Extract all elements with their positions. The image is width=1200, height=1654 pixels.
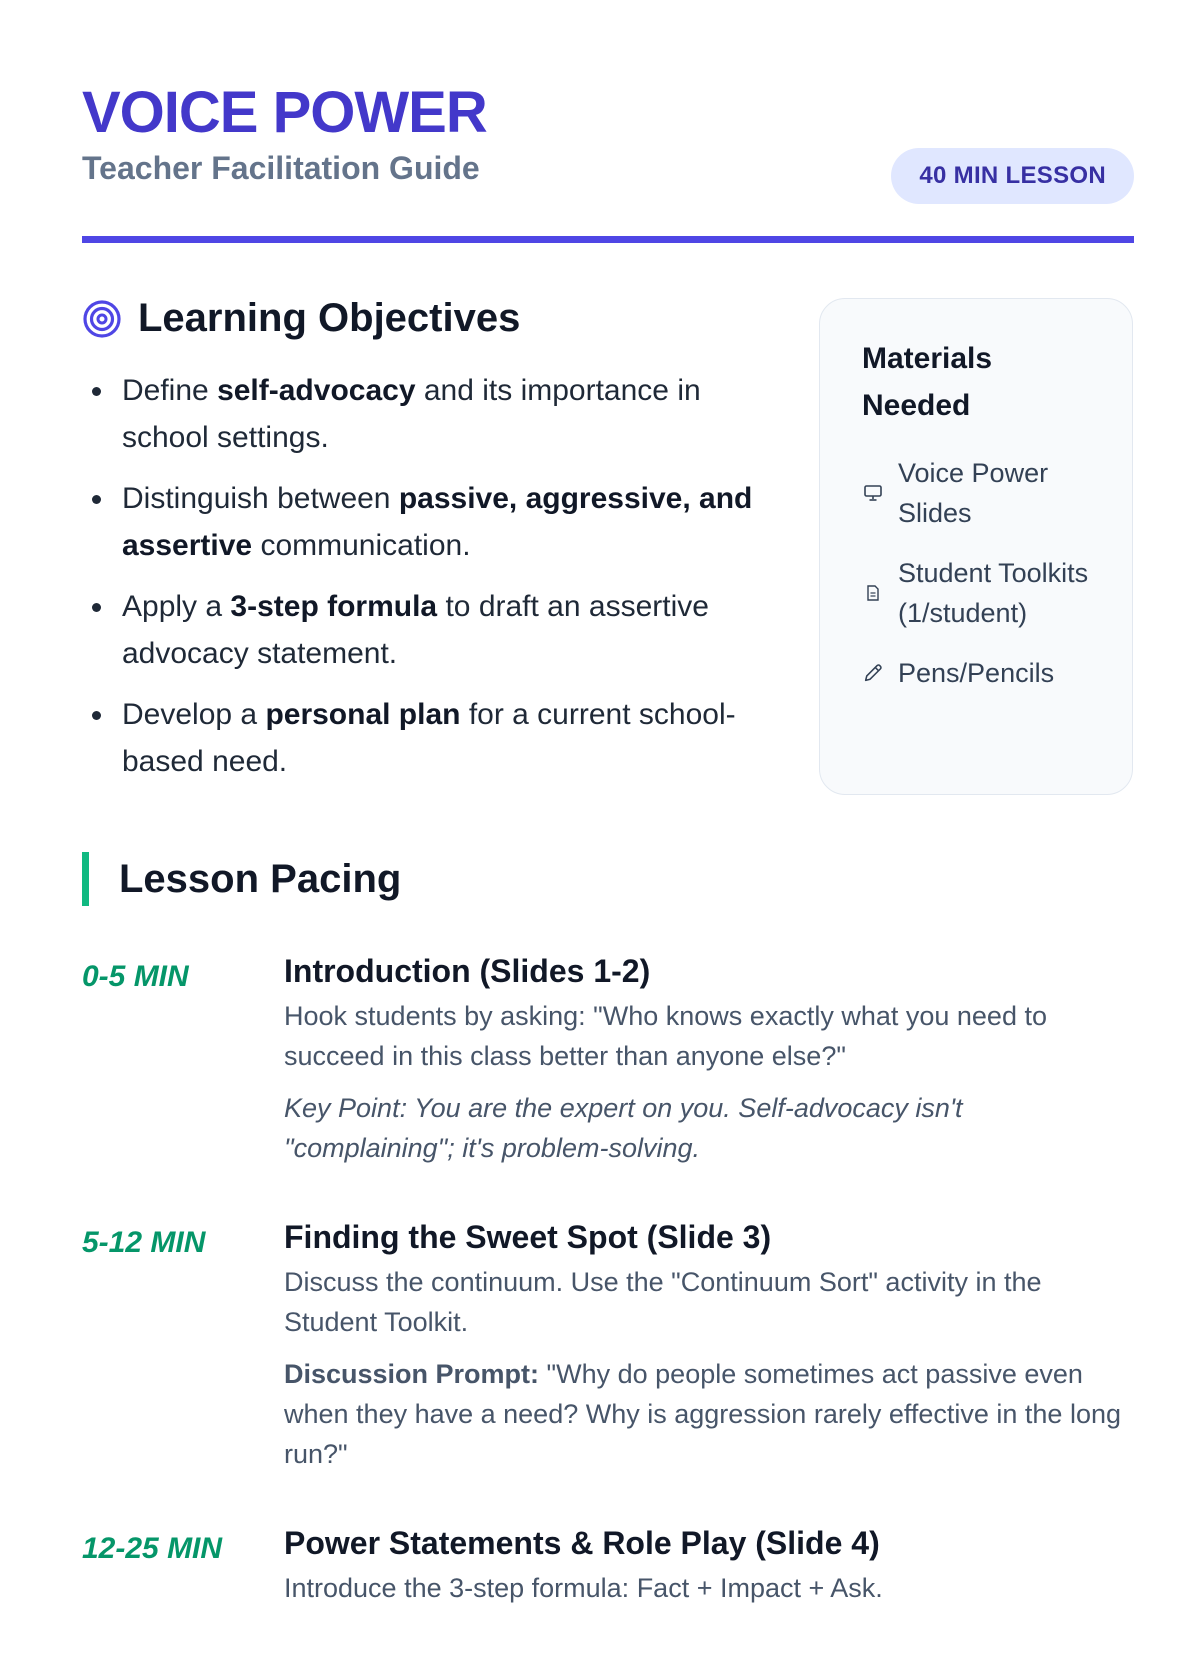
lesson-pacing-title: Lesson Pacing: [119, 856, 402, 901]
step-description: Introduce the 3-step formula: Fact + Impact + Ask.: [284, 1573, 883, 1603]
objectives-list: [82, 367, 782, 785]
header-divider: [82, 236, 1134, 243]
step-body: [284, 948, 1134, 1168]
material-item: [862, 553, 1102, 633]
document-icon: [862, 582, 884, 604]
step-body: [284, 1520, 1134, 1608]
page-title: VOICE POWER: [82, 80, 487, 145]
step-description: Hook students by asking: "Who knows exactly what you need to succeed in this class better than anyone else?": [284, 1001, 1047, 1071]
materials-title: Materials Needed: [862, 342, 993, 422]
materials-card: [819, 298, 1133, 795]
pacing-step: [82, 948, 1134, 1168]
step-time: 12-25 MIN: [82, 1532, 223, 1565]
material-item: [862, 653, 1102, 693]
target-icon: [82, 299, 122, 339]
objectives-heading: [82, 296, 782, 341]
objective-item: Distinguish between passive, aggressive, and assertive communication.: [82, 475, 782, 569]
prompt-label: Discussion Prompt:: [284, 1359, 540, 1389]
pencil-icon: [862, 662, 884, 684]
step-body: [284, 1214, 1134, 1474]
step-title: Finding the Sweet Spot (Slide 3): [284, 1219, 772, 1255]
page-header: [82, 78, 1134, 188]
lesson-pacing-heading: [82, 852, 401, 906]
materials-list: [862, 453, 1102, 693]
material-label: Pens/Pencils: [898, 658, 1055, 688]
prompt-text: "Why do people sometimes act passive even when they have a need? Why is aggression rarely effective in the long run?": [284, 1359, 1121, 1469]
step-title: Power Statements & Role Play (Slide 4): [284, 1525, 880, 1561]
material-label: Voice Power Slides: [898, 458, 1049, 528]
page-subtitle: Teacher Facilitation Guide: [82, 150, 480, 186]
step-time: 0-5 MIN: [82, 960, 189, 993]
duration-badge: 40 MIN LESSON: [891, 148, 1134, 204]
step-key-point: Key Point: You are the expert on you. Self-advocacy isn't "complaining"; it's problem-solving.: [284, 1093, 963, 1163]
pacing-step: [82, 1520, 1134, 1608]
objective-item: Develop a personal plan for a current school-based need.: [82, 691, 782, 785]
learning-objectives-section: [82, 296, 782, 799]
material-item: [862, 453, 1102, 533]
objective-item: Define self-advocacy and its importance in school settings.: [82, 367, 782, 461]
objective-item: Apply a 3-step formula to draft an assertive advocacy statement.: [82, 583, 782, 677]
step-time: 5-12 MIN: [82, 1226, 206, 1259]
step-discussion-prompt: [284, 1354, 1134, 1474]
step-description: Discuss the continuum. Use the "Continuum Sort" activity in the Student Toolkit.: [284, 1267, 1042, 1337]
step-title: Introduction (Slides 1-2): [284, 953, 651, 989]
monitor-icon: [862, 482, 884, 504]
pacing-timeline: [82, 948, 1134, 1654]
pacing-step: [82, 1214, 1134, 1474]
material-label: Student Toolkits (1/student): [898, 558, 1089, 628]
objectives-title: Learning Objectives: [138, 296, 521, 340]
